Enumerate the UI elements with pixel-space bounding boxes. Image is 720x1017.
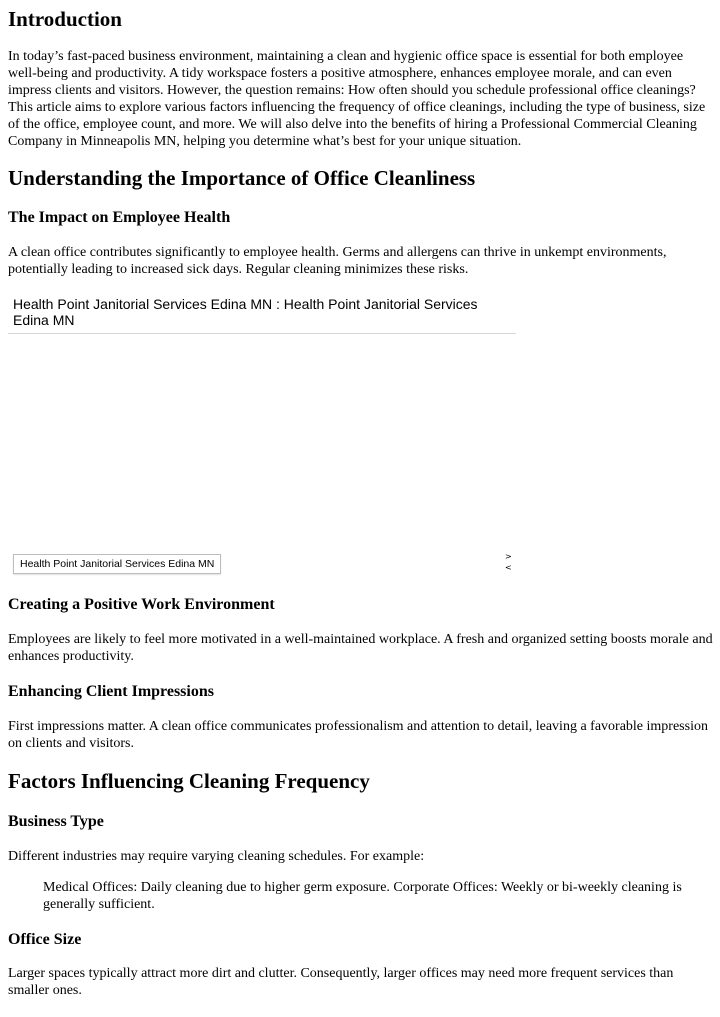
business-type-list bbox=[43, 879, 714, 913]
map-embed-divider bbox=[8, 333, 516, 334]
importance-heading: Understanding the Importance of Office Cleanliness bbox=[8, 166, 476, 190]
factors-heading: Factors Influencing Cleaning Frequency bbox=[8, 769, 370, 793]
prev-arrow-icon[interactable]: < bbox=[505, 563, 512, 572]
next-arrow-icon[interactable]: > bbox=[505, 552, 512, 561]
clients-heading: Enhancing Client Impressions bbox=[8, 683, 214, 700]
positive-heading: Creating a Positive Work Environment bbox=[8, 596, 275, 613]
health-paragraph: A clean office contributes significantly to employee health. Germs and allergens can thrive in unkempt environments, potentially leading to increased sick days. Regular cleaning minimizes these risks. bbox=[8, 245, 667, 277]
intro-paragraph: In today’s fast-paced business environment, maintaining a clean and hygienic office space is essential for both employee well-being and productivity. A tidy workspace fosters a positive atmosphere, enhances employee morale, and can even impress clients and visitors. However, the question remains: How often should you schedule professional office cleanings? This article aims to explore various factors influencing the frequency of office cleanings, including the type of business, size of the office, employee count, and more. We will also delve into the benefits of hiring a Professional Commercial Cleaning Company in Minneapolis MN, helping you determine what’s best for your unique situation. bbox=[8, 49, 706, 149]
map-embed-title[interactable]: Health Point Janitorial Services Edina MN : Health Point Janitorial Services Edina MN bbox=[13, 296, 478, 328]
office-size-heading: Office Size bbox=[8, 931, 82, 948]
business-type-heading: Business Type bbox=[8, 813, 104, 830]
positive-paragraph: Employees are likely to feel more motivated in a well-maintained workplace. A fresh and organized setting boosts morale and enhances productivity. bbox=[8, 632, 713, 664]
business-type-paragraph: Different industries may require varying cleaning schedules. For example: bbox=[8, 849, 425, 864]
office-size-paragraph: Larger spaces typically attract more dirt and clutter. Consequently, larger offices may need more frequent services than smaller ones. bbox=[8, 966, 674, 998]
map-embed[interactable] bbox=[8, 291, 516, 577]
health-heading: The Impact on Employee Health bbox=[8, 209, 231, 226]
clients-paragraph: First impressions matter. A clean office communicates professionalism and attention to detail, leaving a favorable impression on clients and visitors. bbox=[8, 719, 708, 751]
map-place-label[interactable]: Health Point Janitorial Services Edina MN bbox=[13, 554, 221, 574]
intro-heading: Introduction bbox=[8, 7, 122, 31]
list-item: Medical Offices: Daily cleaning due to higher germ exposure. Corporate Offices: Weekly or bi-weekly cleaning is generally sufficient. bbox=[43, 880, 682, 912]
